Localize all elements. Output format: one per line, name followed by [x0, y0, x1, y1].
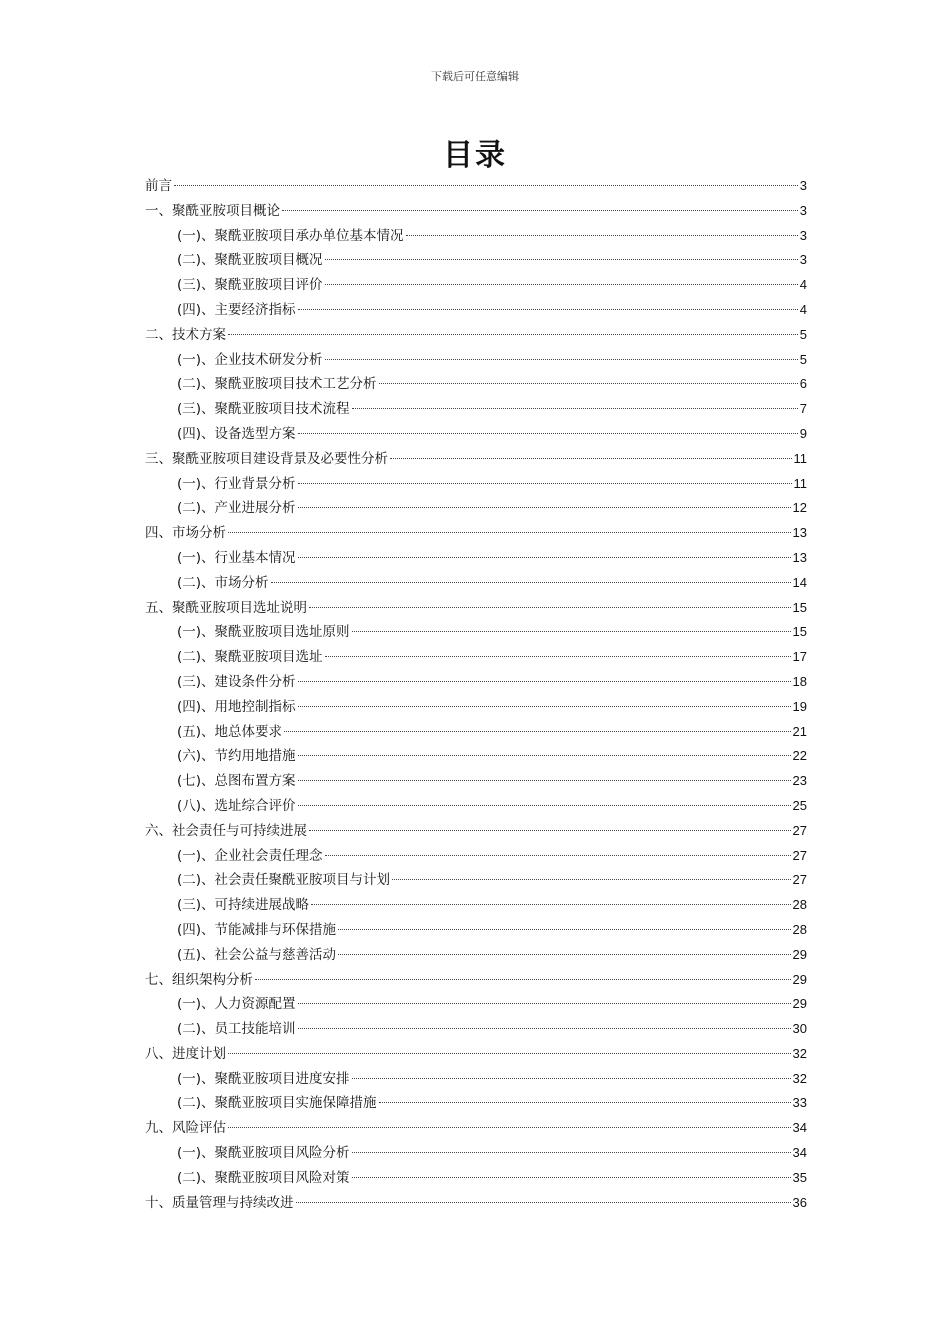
toc-dot-leader	[352, 631, 791, 632]
toc-page-number: 13	[792, 549, 807, 565]
toc-entry-label: (一)、聚酰亚胺项目风险分析	[177, 1145, 350, 1162]
toc-section-entry[interactable]	[145, 645, 807, 670]
toc-page-number: 27	[792, 847, 807, 863]
toc-section-entry[interactable]	[145, 472, 807, 497]
toc-entry-label: (六)、节约用地措施	[177, 748, 296, 765]
toc-chapter-entry[interactable]	[145, 1116, 807, 1141]
toc-section-entry[interactable]	[145, 546, 807, 571]
toc-dot-leader	[174, 185, 798, 186]
toc-section-entry[interactable]	[145, 844, 807, 869]
toc-entry-label: 一、聚酰亚胺项目概论	[145, 202, 280, 219]
toc-chapter-entry[interactable]	[145, 819, 807, 844]
toc-dot-leader	[298, 805, 791, 806]
toc-dot-leader	[325, 656, 791, 657]
toc-page-number: 27	[792, 822, 807, 838]
toc-page-number: 11	[793, 450, 807, 466]
toc-page-number: 21	[792, 723, 807, 739]
toc-dot-leader	[255, 979, 791, 980]
toc-page-number: 3	[799, 178, 807, 193]
toc-dot-leader	[298, 483, 792, 484]
toc-page-number: 11	[793, 475, 807, 491]
toc-section-entry[interactable]	[145, 1166, 807, 1191]
toc-dot-leader	[298, 681, 791, 682]
toc-page-number: 29	[792, 946, 807, 962]
toc-dot-leader	[406, 235, 798, 236]
toc-dot-leader	[309, 830, 791, 831]
toc-entry-label: (一)、人力资源配置	[177, 996, 296, 1013]
toc-chapter-entry[interactable]	[145, 323, 807, 348]
toc-page-number: 17	[792, 649, 807, 665]
table-of-contents	[145, 174, 807, 1215]
toc-dot-leader	[379, 1102, 791, 1103]
toc-section-entry[interactable]	[145, 397, 807, 422]
toc-dot-leader	[352, 1078, 791, 1079]
toc-dot-leader	[325, 855, 791, 856]
toc-page-number: 6	[799, 376, 807, 392]
toc-page-number: 15	[792, 599, 807, 615]
toc-page-number: 23	[792, 773, 807, 789]
toc-entry-label: 三、聚酰亚胺项目建设背景及必要性分析	[145, 450, 388, 467]
toc-dot-leader	[379, 383, 798, 384]
toc-chapter-entry[interactable]	[145, 447, 807, 472]
toc-page-number: 4	[799, 277, 807, 293]
toc-page-number: 13	[792, 525, 807, 541]
toc-entry-label: (五)、社会公益与慈善活动	[177, 946, 337, 963]
toc-page-number: 9	[799, 425, 807, 441]
toc-dot-leader	[298, 780, 791, 781]
toc-section-entry[interactable]	[145, 992, 807, 1017]
toc-section-entry[interactable]	[145, 1017, 807, 1042]
toc-page-number: 22	[792, 748, 807, 764]
toc-section-entry[interactable]	[145, 695, 807, 720]
toc-page-number: 30	[792, 1021, 807, 1037]
toc-entry-label: (二)、产业进展分析	[177, 500, 296, 517]
toc-page-number: 29	[792, 971, 807, 987]
toc-page-number: 15	[792, 624, 807, 640]
toc-section-entry[interactable]	[145, 620, 807, 645]
toc-section-entry[interactable]	[145, 248, 807, 273]
toc-dot-leader	[311, 904, 790, 905]
toc-page-number: 5	[799, 326, 807, 342]
document-title: 目录	[443, 138, 507, 173]
toc-entry-label: (七)、总图布置方案	[177, 773, 296, 790]
toc-entry-label: 五、聚酰亚胺项目选址说明	[145, 599, 307, 616]
toc-chapter-entry[interactable]	[145, 968, 807, 993]
toc-dot-leader	[282, 210, 798, 211]
toc-entry-label: 七、组织架构分析	[145, 971, 253, 988]
toc-entry-label: (八)、选址综合评价	[177, 797, 296, 814]
toc-chapter-entry[interactable]	[145, 596, 807, 621]
toc-dot-leader	[338, 929, 790, 930]
toc-page-number: 29	[792, 996, 807, 1012]
toc-page-number: 34	[792, 1120, 807, 1136]
toc-section-entry[interactable]	[145, 918, 807, 943]
page-header-note: 下载后可任意编辑	[431, 70, 519, 83]
toc-dot-leader	[352, 1152, 791, 1153]
toc-dot-leader	[298, 507, 791, 508]
toc-entry-label: (一)、行业背景分析	[177, 475, 296, 492]
toc-chapter-entry[interactable]	[145, 521, 807, 546]
toc-dot-leader	[325, 359, 798, 360]
toc-page-number: 3	[799, 252, 807, 268]
toc-section-entry[interactable]	[145, 422, 807, 447]
toc-entry-label: 四、市场分析	[145, 525, 226, 542]
toc-entry-label: (三)、聚酰亚胺项目评价	[177, 277, 323, 294]
toc-dot-leader	[390, 458, 792, 459]
toc-dot-leader	[352, 1177, 791, 1178]
toc-entry-label: (一)、聚酰亚胺项目进度安排	[177, 1070, 350, 1087]
toc-entry-label: 六、社会责任与可持续进展	[145, 822, 307, 839]
toc-dot-leader	[352, 408, 798, 409]
toc-dot-leader	[228, 334, 798, 335]
toc-section-entry[interactable]	[145, 1141, 807, 1166]
toc-dot-leader	[271, 582, 791, 583]
toc-section-entry[interactable]	[145, 372, 807, 397]
toc-dot-leader	[309, 607, 791, 608]
toc-dot-leader	[298, 706, 791, 707]
toc-dot-leader	[296, 1202, 791, 1203]
toc-dot-leader	[298, 309, 798, 310]
toc-dot-leader	[298, 557, 791, 558]
toc-page-number: 3	[799, 227, 807, 243]
toc-section-entry[interactable]	[145, 868, 807, 893]
toc-dot-leader	[298, 755, 791, 756]
toc-page-number: 18	[792, 673, 807, 689]
toc-entry-label: (二)、聚酰亚胺项目技术工艺分析	[177, 376, 377, 393]
toc-page-number: 19	[792, 698, 807, 714]
toc-entry-label: (一)、企业社会责任理念	[177, 847, 323, 864]
toc-entry-label: (二)、市场分析	[177, 574, 269, 591]
toc-page-number: 34	[792, 1145, 807, 1161]
toc-chapter-entry[interactable]	[145, 1191, 807, 1216]
toc-section-entry[interactable]	[145, 298, 807, 323]
toc-chapter-entry[interactable]	[145, 174, 807, 199]
toc-entry-label: 前言	[145, 178, 172, 194]
toc-entry-label: 二、技术方案	[145, 326, 226, 343]
toc-entry-label: (四)、设备选型方案	[177, 425, 296, 442]
toc-dot-leader	[228, 1127, 791, 1128]
toc-dot-leader	[325, 259, 798, 260]
toc-section-entry[interactable]	[145, 224, 807, 249]
toc-dot-leader	[298, 433, 798, 434]
toc-entry-label: (三)、可持续进展战略	[177, 897, 310, 914]
toc-entry-label: 十、质量管理与持续改进	[145, 1194, 294, 1211]
toc-dot-leader	[228, 532, 791, 533]
toc-section-entry[interactable]	[145, 893, 807, 918]
toc-entry-label: (二)、聚酰亚胺项目实施保障措施	[177, 1095, 377, 1112]
toc-section-entry[interactable]	[145, 720, 807, 745]
toc-entry-label: (二)、聚酰亚胺项目概况	[177, 252, 323, 269]
toc-section-entry[interactable]	[145, 496, 807, 521]
toc-entry-label: 九、风险评估	[145, 1120, 226, 1137]
toc-entry-label: (二)、聚酰亚胺项目选址	[177, 649, 323, 666]
toc-dot-leader	[228, 1053, 791, 1054]
toc-entry-label: (五)、地总体要求	[177, 723, 283, 740]
toc-section-entry[interactable]	[145, 943, 807, 968]
toc-dot-leader	[298, 1003, 791, 1004]
toc-page-number: 35	[792, 1169, 807, 1185]
toc-entry-label: (一)、聚酰亚胺项目承办单位基本情况	[177, 227, 404, 244]
toc-entry-label: (二)、社会责任聚酰亚胺项目与计划	[177, 872, 391, 889]
toc-entry-label: (四)、用地控制指标	[177, 698, 296, 715]
toc-page-number: 32	[792, 1045, 807, 1061]
toc-dot-leader	[338, 954, 790, 955]
toc-dot-leader	[325, 284, 798, 285]
toc-page-number: 5	[799, 351, 807, 367]
toc-page-number: 28	[792, 897, 807, 913]
toc-page-number: 14	[792, 574, 807, 590]
toc-chapter-entry[interactable]	[145, 199, 807, 224]
toc-dot-leader	[298, 1028, 791, 1029]
toc-entry-label: (一)、企业技术研发分析	[177, 351, 323, 368]
toc-chapter-entry[interactable]	[145, 1042, 807, 1067]
toc-entry-label: (二)、聚酰亚胺项目风险对策	[177, 1169, 350, 1186]
toc-page-number: 32	[792, 1070, 807, 1086]
toc-section-entry[interactable]	[145, 348, 807, 373]
toc-section-entry[interactable]	[145, 744, 807, 769]
toc-entry-label: (一)、聚酰亚胺项目选址原则	[177, 624, 350, 641]
toc-dot-leader	[392, 879, 790, 880]
toc-entry-label: 八、进度计划	[145, 1045, 226, 1062]
toc-page-number: 4	[799, 301, 807, 317]
toc-entry-label: (三)、聚酰亚胺项目技术流程	[177, 401, 350, 418]
toc-entry-label: (四)、主要经济指标	[177, 301, 296, 318]
toc-page-number: 27	[792, 872, 807, 888]
toc-page-number: 7	[799, 401, 807, 417]
toc-entry-label: (三)、建设条件分析	[177, 673, 296, 690]
toc-section-entry[interactable]	[145, 273, 807, 298]
toc-page-number: 25	[792, 797, 807, 813]
toc-section-entry[interactable]	[145, 1067, 807, 1092]
toc-page-number: 3	[799, 202, 807, 218]
toc-page-number: 28	[792, 921, 807, 937]
toc-page-number: 12	[792, 500, 807, 516]
toc-section-entry[interactable]	[145, 794, 807, 819]
toc-dot-leader	[284, 731, 790, 732]
toc-section-entry[interactable]	[145, 571, 807, 596]
toc-entry-label: (四)、节能减排与环保措施	[177, 921, 337, 938]
toc-page-number: 33	[792, 1095, 807, 1111]
toc-page-number: 36	[792, 1194, 807, 1210]
toc-entry-label: (一)、行业基本情况	[177, 549, 296, 566]
toc-entry-label: (二)、员工技能培训	[177, 1021, 296, 1038]
toc-section-entry[interactable]	[145, 1091, 807, 1116]
toc-section-entry[interactable]	[145, 670, 807, 695]
toc-section-entry[interactable]	[145, 769, 807, 794]
